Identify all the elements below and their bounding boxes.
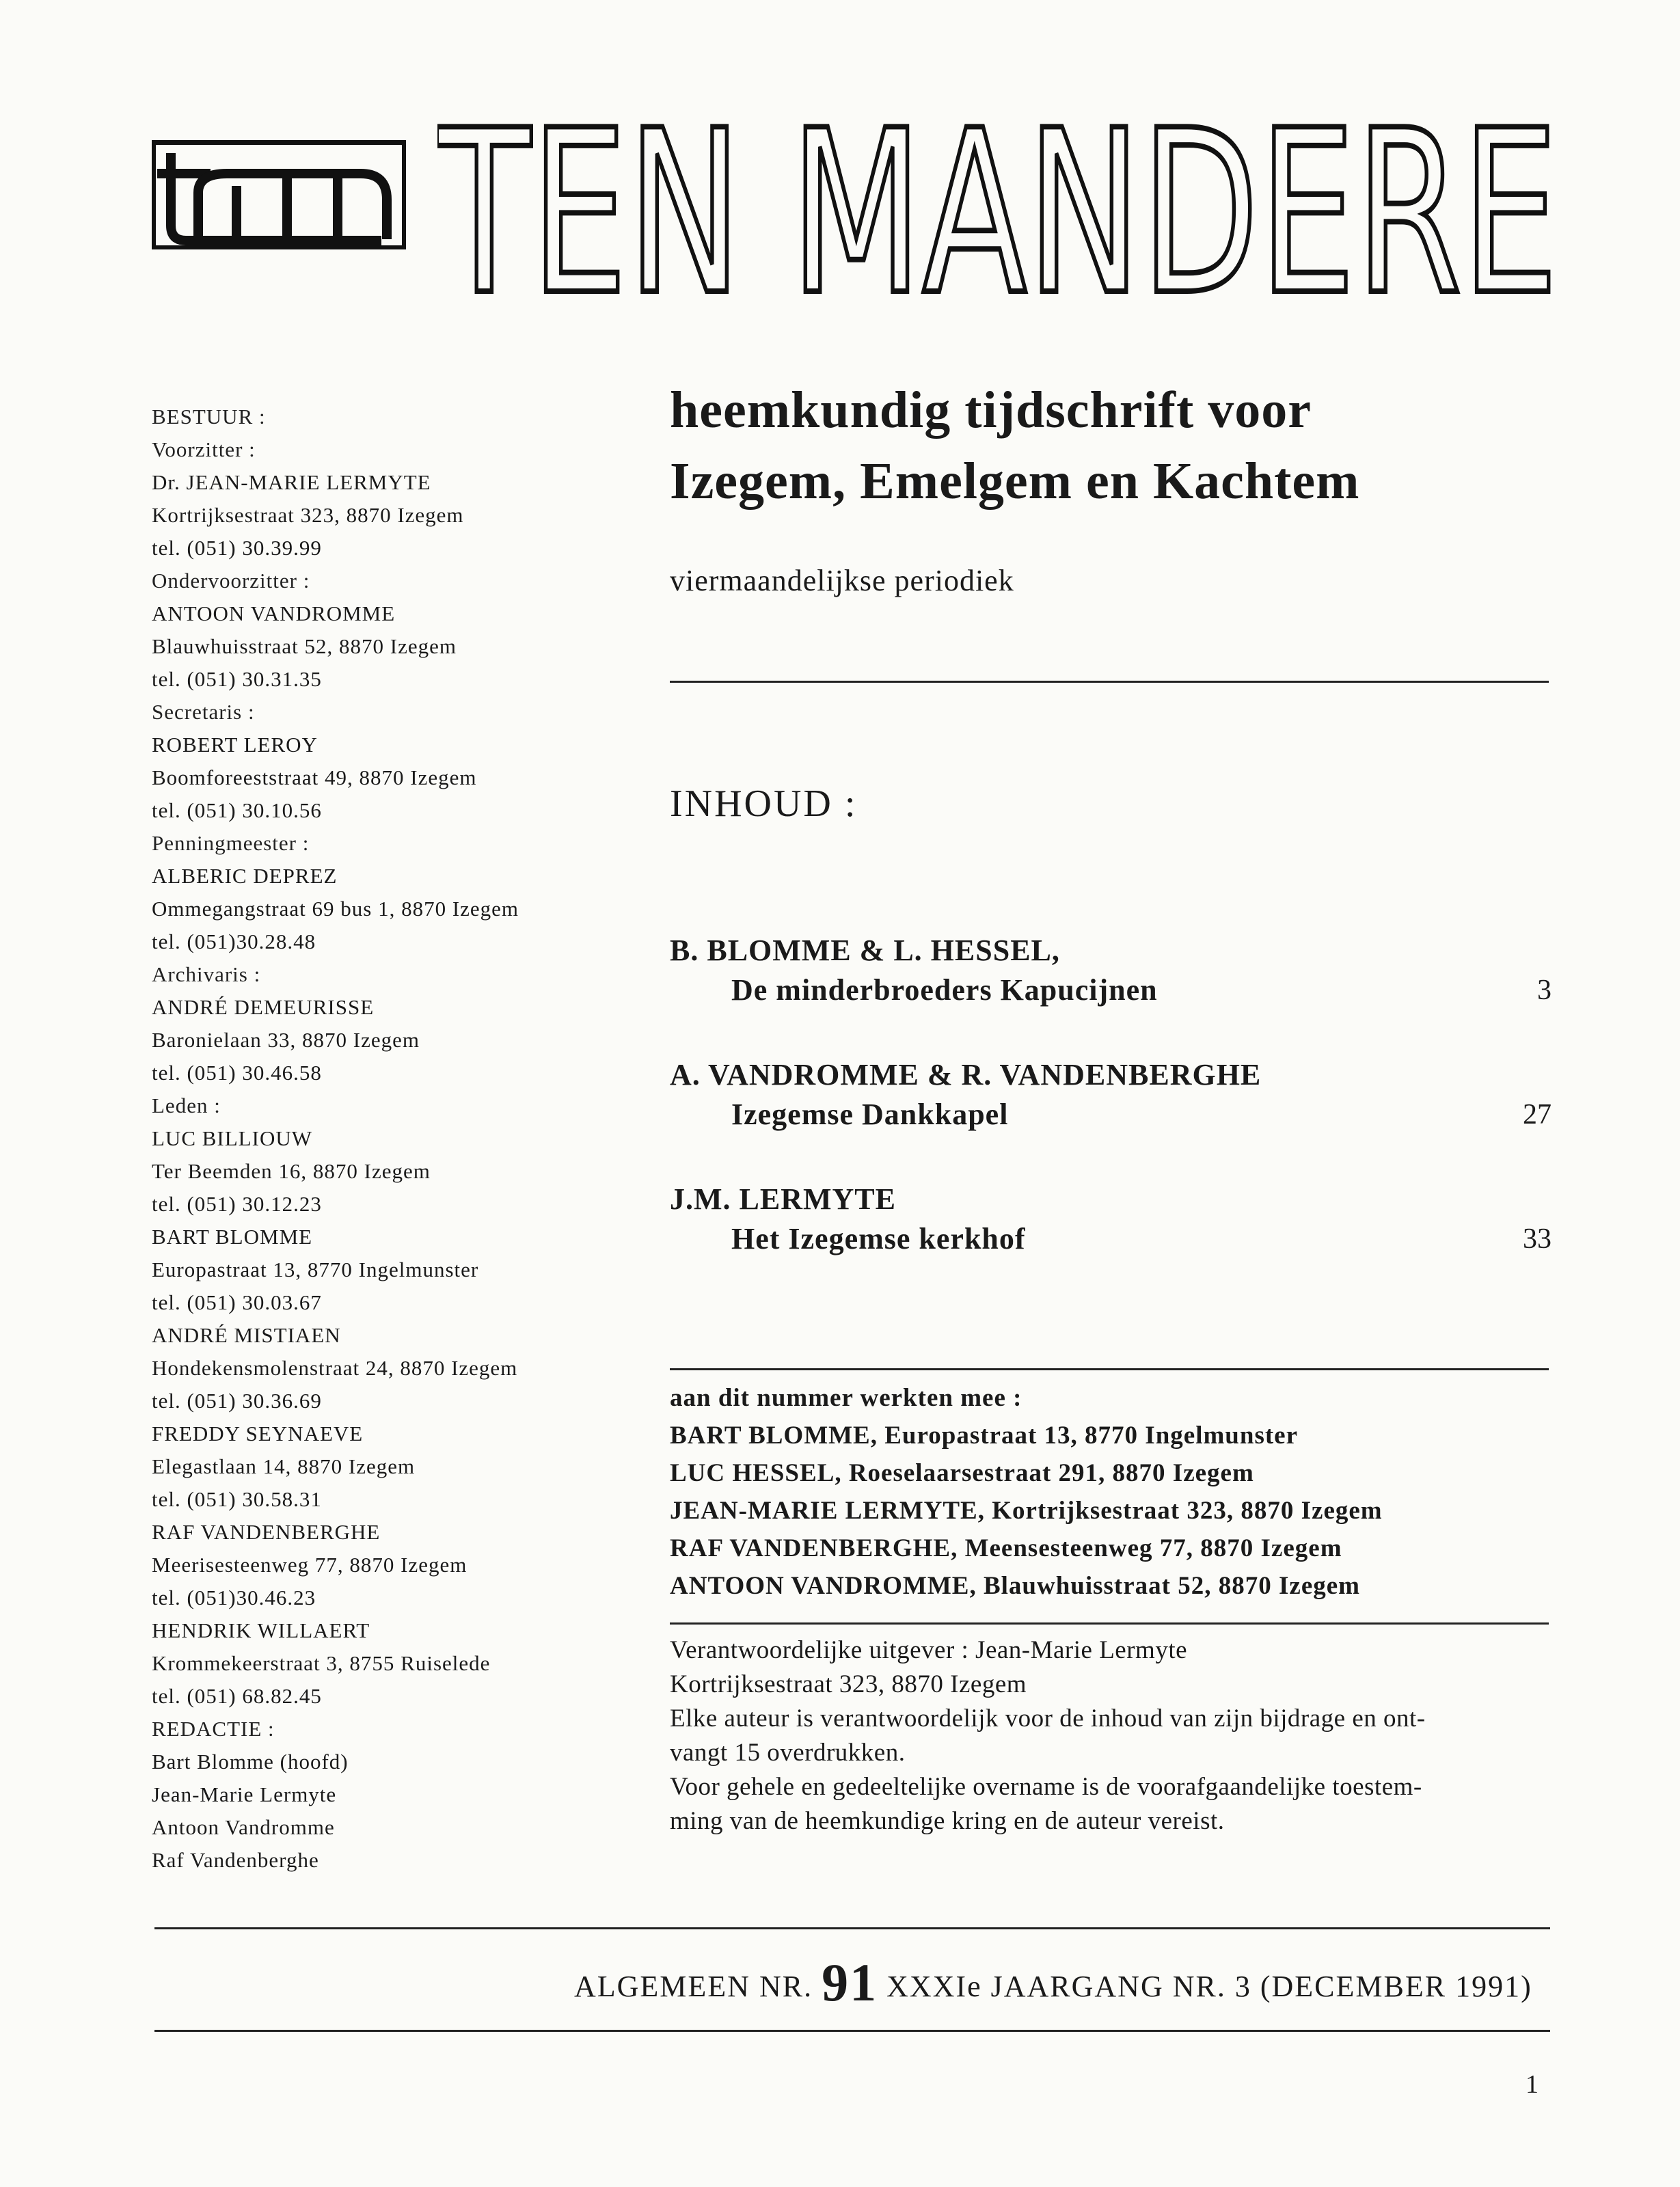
member-address: Elegastlaan 14, 8870 Izegem — [152, 1454, 416, 1478]
member-phone: tel. (051) 68.82.45 — [152, 1684, 322, 1708]
member-role: Secretaris : — [152, 700, 255, 724]
member-address: Ter Beemden 16, 8870 Izegem — [152, 1159, 431, 1183]
member-phone: tel. (051) 30.46.58 — [152, 1061, 322, 1085]
toc-title: De minderbroeders Kapucijnen — [731, 973, 1158, 1007]
board-member — [152, 1614, 617, 1713]
board-member — [152, 1319, 617, 1417]
member-name: RAF VANDENBERGHE — [152, 1520, 381, 1544]
table-of-contents — [670, 931, 1552, 1304]
member-phone: tel. (051) 30.03.67 — [152, 1290, 322, 1314]
member-name: BART BLOMME — [152, 1225, 313, 1249]
board-member — [152, 1221, 617, 1319]
board-member — [152, 696, 617, 827]
member-address: Blauwhuisstraat 52, 8870 Izegem — [152, 634, 457, 658]
member-phone: tel. (051) 30.12.23 — [152, 1192, 322, 1216]
member-name: Dr. JEAN-MARIE LERMYTE — [152, 470, 431, 494]
footer-divider-bottom — [154, 2030, 1550, 2032]
member-phone: tel. (051) 30.58.31 — [152, 1487, 322, 1511]
member-name: HENDRIK WILLAERT — [152, 1618, 370, 1642]
member-phone: tel. (051) 30.36.69 — [152, 1389, 322, 1413]
board-member — [152, 958, 617, 1089]
board-member — [152, 1122, 617, 1221]
toc-page-number: 33 — [1523, 1223, 1552, 1255]
publisher-line: Kortrijksestraat 323, 8870 Izegem — [670, 1670, 1027, 1698]
member-address: Krommekeerstraat 3, 8755 Ruiselede — [152, 1651, 491, 1675]
masthead-title-text: TEN MANDERE — [437, 103, 1558, 308]
member-address: Hondekensmolenstraat 24, 8870 Izegem — [152, 1356, 518, 1380]
member-address: Europastraat 13, 8770 Ingelmunster — [152, 1258, 479, 1281]
editor-name: Raf Vandenberghe — [152, 1848, 319, 1872]
editor-name: Antoon Vandromme — [152, 1815, 335, 1839]
masthead-title — [437, 103, 1558, 308]
publisher-line: Verantwoordelijke uitgever : Jean-Marie Lermyte — [670, 1636, 1188, 1664]
toc-page-number: 27 — [1523, 1099, 1552, 1130]
member-name: LUC BILLIOUW — [152, 1126, 312, 1150]
toc-authors: J.M. LERMYTE — [670, 1182, 896, 1216]
member-name: ALBERIC DEPREZ — [152, 864, 338, 888]
board-member — [152, 565, 617, 696]
member-role: Voorzitter : — [152, 437, 256, 461]
tm-logo-mark — [156, 145, 402, 245]
divider — [670, 1622, 1549, 1625]
member-address: Meerisesteenweg 77, 8870 Izegem — [152, 1553, 468, 1577]
journal-subtitle — [670, 375, 1558, 517]
editor-name: Bart Blomme (hoofd) — [152, 1750, 349, 1774]
toc-entry — [670, 1180, 1552, 1259]
toc-entry — [670, 931, 1552, 1010]
member-phone: tel. (051) 30.10.56 — [152, 798, 322, 822]
member-name: FREDDY SEYNAEVE — [152, 1422, 364, 1445]
publisher-line: vangt 15 overdrukken. — [670, 1739, 906, 1767]
board-member — [152, 433, 617, 565]
member-role: Ondervoorzitter : — [152, 569, 310, 593]
member-phone: tel. (051)30.46.23 — [152, 1586, 316, 1609]
publisher-line: ming van de heemkundige kring en de auteur vereist. — [670, 1807, 1225, 1835]
editorial-heading: REDACTIE : — [152, 1717, 275, 1741]
subtitle-line: heemkundig tijdschrift voor — [670, 381, 1312, 439]
issue-prefix: ALGEMEEN NR. — [574, 1970, 813, 2003]
board-member — [152, 1516, 617, 1614]
toc-title: Het Izegemse kerkhof — [731, 1222, 1026, 1255]
issue-suffix: XXXIe JAARGANG NR. 3 (DECEMBER 1991) — [886, 1970, 1532, 2003]
issue-line — [574, 1952, 1532, 2013]
contributor-line: RAF VANDENBERGHE, Meensesteenweg 77, 8870 Izegem — [670, 1534, 1342, 1562]
contributor-line: JEAN-MARIE LERMYTE, Kortrijksestraat 323, 8870 Izegem — [670, 1497, 1383, 1525]
publisher-block — [670, 1633, 1552, 1838]
page-number: 1 — [1526, 2070, 1539, 2099]
divider — [670, 1368, 1549, 1370]
contributor-line: ANTOON VANDROMME, Blauwhuisstraat 52, 8870 Izegem — [670, 1572, 1360, 1600]
member-name: ROBERT LEROY — [152, 733, 318, 757]
contributor-line: BART BLOMME, Europastraat 13, 8770 Ingelmunster — [670, 1422, 1299, 1450]
member-phone: tel. (051) 30.31.35 — [152, 667, 322, 691]
toc-authors: B. BLOMME & L. HESSEL, — [670, 934, 1060, 967]
board-member — [152, 827, 617, 958]
members-heading: Leden : — [152, 1094, 221, 1117]
issue-number: 91 — [822, 1953, 878, 2012]
member-name: ANDRÉ DEMEURISSE — [152, 995, 375, 1019]
contributors-intro: aan dit nummer werkten mee : — [670, 1384, 1022, 1412]
footer-divider-top — [154, 1927, 1550, 1929]
toc-entry — [670, 1055, 1552, 1135]
toc-page-number: 3 — [1537, 975, 1552, 1006]
divider — [670, 681, 1549, 683]
member-address: Ommegangstraat 69 bus 1, 8870 Izegem — [152, 897, 519, 921]
member-name: ANDRÉ MISTIAEN — [152, 1323, 341, 1347]
member-name: ANTOON VANDROMME — [152, 601, 396, 625]
member-phone: tel. (051)30.28.48 — [152, 929, 316, 953]
editor-name: Jean-Marie Lermyte — [152, 1782, 337, 1806]
member-role: Archivaris : — [152, 962, 261, 986]
publisher-line: Elke auteur is verantwoordelijk voor de inhoud van zijn bijdrage en ont- — [670, 1704, 1426, 1733]
toc-authors: A. VANDROMME & R. VANDENBERGHE — [670, 1058, 1262, 1091]
journal-logo — [152, 140, 406, 249]
member-role: Penningmeester : — [152, 831, 310, 855]
contributors-block — [670, 1379, 1558, 1605]
board-member — [152, 1417, 617, 1516]
periodicity: viermaandelijkse periodiek — [670, 564, 1014, 597]
publisher-line: Voor gehele en gedeeltelijke overname is de voorafgaandelijke toestem- — [670, 1773, 1422, 1801]
contributor-line: LUC HESSEL, Roeselaarsestraat 291, 8870 Izegem — [670, 1459, 1254, 1487]
member-phone: tel. (051) 30.39.99 — [152, 536, 322, 560]
board-heading: BESTUUR : — [152, 405, 266, 429]
member-address: Boomforeeststraat 49, 8870 Izegem — [152, 765, 477, 789]
contents-heading: INHOUD : — [670, 783, 858, 825]
subtitle-line: Izegem, Emelgem en Kachtem — [670, 452, 1360, 510]
member-address: Kortrijksestraat 323, 8870 Izegem — [152, 503, 464, 527]
toc-title: Izegemse Dankkapel — [731, 1098, 1009, 1131]
member-address: Baronielaan 33, 8870 Izegem — [152, 1028, 420, 1052]
board-list — [152, 400, 617, 1877]
